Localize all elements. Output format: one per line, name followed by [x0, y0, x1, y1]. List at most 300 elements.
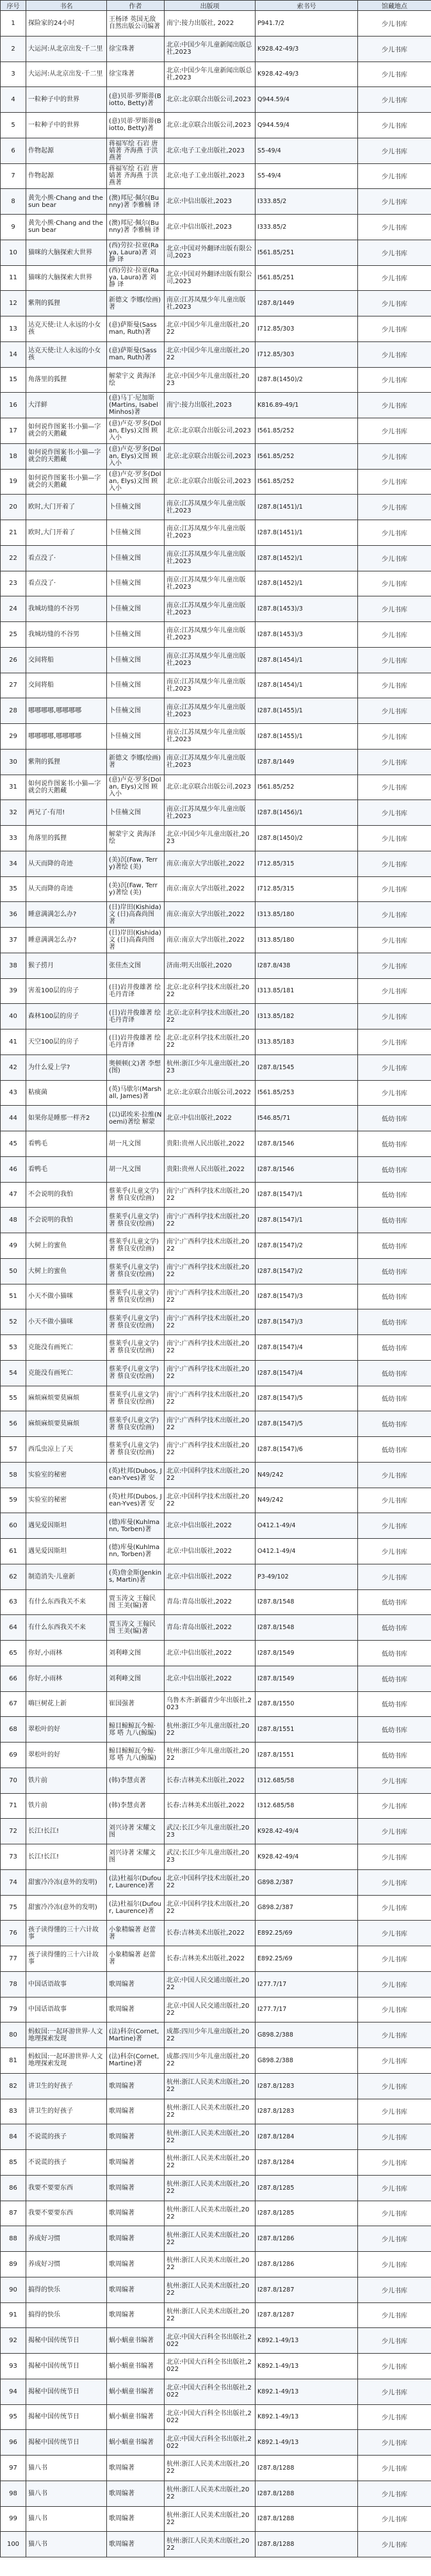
row-number: 22 [1, 545, 26, 571]
shelf-location: 少儿书库 [358, 87, 431, 113]
book-publisher: 北京:中国少年儿童出版社,2023 [165, 826, 256, 851]
call-number: I561.85/252 [256, 443, 358, 469]
table-row [1, 469, 431, 495]
row-number: 32 [1, 800, 26, 826]
call-number: I561.85/251 [256, 265, 358, 291]
call-number: I287.8(1455)/1 [256, 724, 358, 750]
shelf-location: 少儿书库 [358, 265, 431, 291]
book-title: 为什么爱上学? [26, 1054, 107, 1080]
table-row [1, 1360, 431, 1386]
row-number: 29 [1, 724, 26, 750]
book-publisher: 北京:中信出版社,2022 [165, 1106, 256, 1131]
book-title: 角落里的狐狸 [26, 826, 107, 851]
shelf-location: 少儿书库 [358, 1539, 431, 1564]
row-number: 62 [1, 1564, 26, 1589]
book-title: 欧时,大门开着了 [26, 520, 107, 546]
book-author: (日)岸田(Kishida)文 (日)高森尚图 著 [107, 928, 165, 953]
shelf-location: 低幼书库 [358, 1335, 431, 1361]
table-row [1, 367, 431, 393]
book-publisher: 北京:中信出版社,2022 [165, 1564, 256, 1589]
call-number: I313.85/182 [256, 1004, 358, 1030]
book-author: (韩)李慧贞著 [107, 1793, 165, 1819]
book-publisher: 南宁:广西科学技术出版社,2022 [165, 1437, 256, 1463]
shelf-location: 低幼书库 [358, 1691, 431, 1717]
book-publisher: 北京:中国科学技术出版社,2022 [165, 1869, 256, 1895]
call-number: E892.25/69 [256, 1921, 358, 1946]
row-number: 11 [1, 265, 26, 291]
book-publisher: 杭州:浙江人民美术出版社,2022 [165, 2277, 256, 2302]
row-number: 16 [1, 393, 26, 418]
shelf-location: 少儿书库 [358, 1768, 431, 1793]
shelf-location: 低幼书库 [358, 1131, 431, 1157]
book-author: 贾玉涛文 王翰民图 王美(编)著 [107, 1589, 165, 1615]
call-number: I287.8(1547)/1 [256, 1208, 358, 1233]
table-row [1, 1156, 431, 1182]
book-author: 蔡莱乎(儿童文学)著 蔡良安(绘画) [107, 1258, 165, 1284]
row-number: 90 [1, 2277, 26, 2302]
book-author: 卜佳楠文图 [107, 698, 165, 724]
book-author: (意)萨斯曼(Sassman, Ruth)著 [107, 316, 165, 342]
table-row [1, 2456, 431, 2481]
table-row [1, 1462, 431, 1488]
book-title: 克能没有画死亡 [26, 1335, 107, 1361]
table-row [1, 2124, 431, 2150]
shelf-location: 少儿书库 [358, 2430, 431, 2456]
book-publisher: 杭州:浙江人民美术出版社,2022 [165, 2532, 256, 2557]
book-title: 麻烦麻烦要莫麻烦 [26, 1386, 107, 1411]
table-row [1, 2404, 431, 2430]
book-author: 小象精编著 赵蕾著 [107, 1921, 165, 1946]
book-publisher: 武汉:长江少年儿童出版社,2023 [165, 1819, 256, 1844]
book-publisher: 北京:中国少年儿童出版社,2022 [165, 341, 256, 367]
call-number: G898.2/387 [256, 1895, 358, 1921]
shelf-location: 少儿书库 [358, 749, 431, 775]
book-title: 哪哪哪哪,哪哪哪哪 [26, 698, 107, 724]
table-row [1, 775, 431, 800]
book-author: 张佳杰文图 [107, 953, 165, 978]
call-number: I287.8(1452)/1 [256, 545, 358, 571]
table-row [1, 1208, 431, 1233]
row-number: 41 [1, 1030, 26, 1055]
shelf-location: 少儿书库 [358, 2048, 431, 2074]
row-number: 98 [1, 2481, 26, 2506]
call-number: I287.8(1456)/1 [256, 800, 358, 826]
book-title: 不会说明的我怕 [26, 1182, 107, 1208]
book-title: 猫八书 [26, 2532, 107, 2557]
table-row [1, 1080, 431, 1106]
book-publisher: 杭州:浙江人民美术出版社,2022 [165, 2506, 256, 2532]
book-title: 甜蜜冷冷冻(意外的发明) [26, 1869, 107, 1895]
book-publisher: 南京:江苏凤凰少年儿童出版社,2023 [165, 800, 256, 826]
shelf-location: 低幼书库 [358, 1615, 431, 1641]
call-number: I561.85/251 [256, 240, 358, 265]
table-row [1, 1717, 431, 1743]
book-author: (意)卢克·罗多(Dolan, Elys)文图 顾入小 [107, 775, 165, 800]
book-author: 徐宝珠著 [107, 62, 165, 87]
shelf-location: 低幼书库 [358, 1182, 431, 1208]
call-number: I313.85/180 [256, 928, 358, 953]
book-publisher: 杭州:浙江人民美术出版社,2022 [165, 2252, 256, 2277]
call-number: K892.1-49/13 [256, 2379, 358, 2404]
call-number: I287.8/1546 [256, 1156, 358, 1182]
shelf-location: 低幼书库 [358, 1666, 431, 1691]
call-number: I287.8/1545 [256, 1054, 358, 1080]
row-number: 83 [1, 2099, 26, 2124]
book-title: 猫咪的大脑探索大世界 [26, 265, 107, 291]
call-number: I287.8(1547)/2 [256, 1233, 358, 1259]
row-number: 87 [1, 2201, 26, 2226]
shelf-location: 少儿书库 [358, 673, 431, 698]
shelf-location: 少儿书库 [358, 698, 431, 724]
book-publisher: 杭州:浙江人民美术出版社,2022 [165, 2073, 256, 2099]
book-title: 看点没了· [26, 545, 107, 571]
book-publisher: 南京:江苏凤凰少年儿童出版社,2023 [165, 520, 256, 546]
table-row [1, 545, 431, 571]
book-publisher: 长春:吉林美术出版社,2022 [165, 1793, 256, 1819]
call-number: I333.85/2 [256, 215, 358, 240]
table-row [1, 1997, 431, 2022]
row-number: 31 [1, 775, 26, 800]
table-row [1, 87, 431, 113]
table-row [1, 928, 431, 953]
book-title: 两兄了·有用! [26, 800, 107, 826]
book-title: 小天不做小猫咪 [26, 1284, 107, 1309]
book-publisher: 北京:中国少年儿童出版社,2023 [165, 367, 256, 393]
table-row [1, 240, 431, 265]
call-number: I287.8/1551 [256, 1717, 358, 1743]
book-author: 奥顿顿(文)著 李想(图) [107, 1054, 165, 1080]
book-author: 刘利峰文图 [107, 1666, 165, 1691]
row-number: 92 [1, 2328, 26, 2354]
book-author: 歌周编著 [107, 2481, 165, 2506]
book-title: 紫荆的狐狸 [26, 291, 107, 316]
book-publisher: 北京:北京科学技术出版社,2022 [165, 978, 256, 1004]
book-title: 蚂蚁国:一起环游世界·人文地理探索发现 [26, 2022, 107, 2048]
book-author: 新德文 李娜(绘画)著 [107, 291, 165, 316]
table-row [1, 1131, 431, 1157]
call-number: S5-49/4 [256, 138, 358, 163]
header-publisher: 出版项 [165, 1, 256, 11]
call-number: Q944.59/4 [256, 87, 358, 113]
call-number: I712.85/303 [256, 316, 358, 342]
shelf-location: 低幼书库 [358, 1258, 431, 1284]
book-publisher: 北京:北京联合出版公司,2023 [165, 443, 256, 469]
table-row [1, 2099, 431, 2124]
row-number: 27 [1, 673, 26, 698]
shelf-location: 少儿书库 [358, 2201, 431, 2226]
book-publisher: 北京:电子工业出版社,2023 [165, 163, 256, 189]
book-author: 刘兴诗著 宋耀文图 [107, 1819, 165, 1844]
shelf-location: 低幼书库 [358, 1309, 431, 1335]
shelf-location: 少儿书库 [358, 11, 431, 37]
book-author: 蔡莱乎(儿童文学)著 蔡良安(绘画) [107, 1208, 165, 1233]
row-number: 17 [1, 418, 26, 444]
book-author: 歌周编著 [107, 2456, 165, 2481]
table-row [1, 1513, 431, 1539]
row-number: 75 [1, 1895, 26, 1921]
book-author: 歌周编著 [107, 2506, 165, 2532]
call-number: I287.8/1285 [256, 2175, 358, 2201]
book-publisher: 北京:中国少年儿童出版社,2022 [165, 316, 256, 342]
book-publisher: 杭州:浙江人民美术出版社,2022 [165, 2302, 256, 2328]
book-publisher: 杭州:浙江人民美术出版社,2022 [165, 2201, 256, 2226]
book-publisher: 南宁:广西科学技术出版社,2022 [165, 1335, 256, 1361]
book-author: (法)杜福尔(Dufour, Laurence)著 [107, 1895, 165, 1921]
shelf-location: 低幼书库 [358, 1411, 431, 1437]
row-number: 44 [1, 1106, 26, 1131]
table-row [1, 596, 431, 622]
book-title: 翠松叶的好 [26, 1717, 107, 1743]
call-number: K892.1-49/13 [256, 2354, 358, 2379]
book-title: 从天而降的奇迹 [26, 876, 107, 902]
book-title: 麻烦麻烦要莫麻烦 [26, 1411, 107, 1437]
book-title: 不说谎的孩子 [26, 2124, 107, 2150]
book-author: 卜佳楠文图 [107, 495, 165, 520]
call-number: I287.8(1454)/1 [256, 647, 358, 673]
book-author: 鲸目鲸鲸瓦今鲸·郑 嗒 九八(鲸编) [107, 1743, 165, 1768]
call-number: I287.8/1546 [256, 1131, 358, 1157]
row-number: 80 [1, 2022, 26, 2048]
shelf-location: 少儿书库 [358, 1869, 431, 1895]
book-author: (法)科奈(Cornet, Martine)著 [107, 2048, 165, 2074]
book-author: (法)科奈(Cornet, Martine)著 [107, 2022, 165, 2048]
table-row [1, 1869, 431, 1895]
shelf-location: 少儿书库 [358, 2099, 431, 2124]
table-row [1, 749, 431, 775]
book-title: 有什么东西我关不来 [26, 1615, 107, 1641]
table-row [1, 215, 431, 240]
row-number: 89 [1, 2252, 26, 2277]
call-number: I287.8/1549 [256, 1641, 358, 1666]
shelf-location: 少儿书库 [358, 1895, 431, 1921]
shelf-location: 少儿书库 [358, 1004, 431, 1030]
book-title: 一粒种子中的世界 [26, 113, 107, 138]
shelf-location: 少儿书库 [358, 2379, 431, 2404]
table-row [1, 1488, 431, 1513]
shelf-location: 少儿书库 [358, 418, 431, 444]
row-number: 59 [1, 1488, 26, 1513]
shelf-location: 少儿书库 [358, 2481, 431, 2506]
book-title: 黄先小熊·Chang and the sun bear [26, 189, 107, 215]
book-author: (日)岩井俊雄著 绘 毛丹青译 [107, 1004, 165, 1030]
row-number: 78 [1, 1971, 26, 1997]
book-title: 如果你是睡那一样齐2 [26, 1106, 107, 1131]
header-author: 作者 [107, 1, 165, 11]
call-number: I287.8(1547)/2 [256, 1258, 358, 1284]
book-title: 大树上的蜜鱼 [26, 1233, 107, 1259]
book-publisher: 杭州:浙江少年儿童出版社,2023 [165, 1054, 256, 1080]
call-number: I287.8/1551 [256, 1743, 358, 1768]
book-publisher: 南京:江苏凤凰少年儿童出版社,2023 [165, 749, 256, 775]
book-title: 达克天使:让人永远的小女孩 [26, 341, 107, 367]
table-row [1, 113, 431, 138]
shelf-location: 低幼书库 [358, 1386, 431, 1411]
shelf-location: 少儿书库 [358, 724, 431, 750]
call-number: I287.8/1449 [256, 291, 358, 316]
row-number: 74 [1, 1869, 26, 1895]
book-author: 胡一凡文图 [107, 1156, 165, 1182]
book-author: 解蒙宇文 黄海泽绘 [107, 826, 165, 851]
book-author: 蔡莱乎(儿童文学)著 蔡良安(绘画) [107, 1437, 165, 1463]
book-title: 角落里的狐狸 [26, 367, 107, 393]
call-number: I287.8/1549 [256, 1666, 358, 1691]
shelf-location: 少儿书库 [358, 2124, 431, 2150]
book-author: (意)贝蒂·罗斯蒂(Biotto, Betty)著 [107, 113, 165, 138]
row-number: 66 [1, 1666, 26, 1691]
shelf-location: 少儿书库 [358, 316, 431, 342]
row-number: 70 [1, 1768, 26, 1793]
book-author: 贾玉涛文 王翰民图 王美(编)著 [107, 1615, 165, 1641]
shelf-location: 少儿书库 [358, 2456, 431, 2481]
book-title: 粘痰菌 [26, 1080, 107, 1106]
row-number: 84 [1, 2124, 26, 2150]
row-number: 3 [1, 62, 26, 87]
table-row [1, 2532, 431, 2557]
call-number: I287.8/1288 [256, 2532, 358, 2557]
book-title: 嗨巨树花上新 [26, 1691, 107, 1717]
row-number: 77 [1, 1946, 26, 1972]
row-number: 2 [1, 36, 26, 62]
shelf-location: 低幼书库 [358, 1106, 431, 1131]
book-author: 卜佳楠文图 [107, 800, 165, 826]
table-row [1, 953, 431, 978]
book-author: (意)萨斯曼(Sassman, Ruth)著 [107, 341, 165, 367]
call-number: G898.2/388 [256, 2022, 358, 2048]
table-row [1, 1946, 431, 1972]
shelf-location: 少儿书库 [358, 2354, 431, 2379]
table-row [1, 1309, 431, 1335]
book-publisher: 南京:江苏凤凰少年儿童出版社,2023 [165, 724, 256, 750]
row-number: 58 [1, 1462, 26, 1488]
shelf-location: 少儿书库 [358, 138, 431, 163]
call-number: I312.685/58 [256, 1793, 358, 1819]
book-publisher: 北京:中信出版社,2023 [165, 215, 256, 240]
book-title: 猫八书 [26, 2456, 107, 2481]
shelf-location: 少儿书库 [358, 189, 431, 215]
book-author: 崔国强著 [107, 1691, 165, 1717]
call-number: I287.8(1547)/4 [256, 1335, 358, 1361]
book-author: 歌周编著 [107, 2532, 165, 2557]
book-title: 长江!长江! [26, 1819, 107, 1844]
row-number: 13 [1, 316, 26, 342]
call-number: G898.2/387 [256, 1869, 358, 1895]
row-number: 18 [1, 443, 26, 469]
table-row [1, 1233, 431, 1259]
row-number: 86 [1, 2175, 26, 2201]
shelf-location: 少儿书库 [358, 2252, 431, 2277]
shelf-location: 低幼书库 [358, 1360, 431, 1386]
row-number: 46 [1, 1156, 26, 1182]
book-author: 歌周编著 [107, 2175, 165, 2201]
call-number: I287.8(1547)/1 [256, 1182, 358, 1208]
shelf-location: 低幼书库 [358, 1284, 431, 1309]
book-title: 探险家的24小时 [26, 11, 107, 37]
shelf-location: 少儿书库 [358, 215, 431, 240]
book-title: 交间将船 [26, 673, 107, 698]
call-number: P941.7/2 [256, 11, 358, 37]
book-title: 我城坊缝的不谷男 [26, 596, 107, 622]
book-author: 蔡莱乎(儿童文学)著 蔡良安(绘画) [107, 1182, 165, 1208]
call-number: K892.1-49/13 [256, 2404, 358, 2430]
book-title: 我要不要要东西 [26, 2201, 107, 2226]
table-row [1, 1921, 431, 1946]
shelf-location: 少儿书库 [358, 978, 431, 1004]
row-number: 68 [1, 1717, 26, 1743]
book-publisher: 杭州:浙江人民美术出版社,2022 [165, 2481, 256, 2506]
table-row [1, 1335, 431, 1361]
book-author: 歌周编著 [107, 2073, 165, 2099]
book-title: 大树上的蜜鱼 [26, 1258, 107, 1284]
book-title: 达克天使:让人永远的小女孩 [26, 316, 107, 342]
call-number: I287.8/1548 [256, 1615, 358, 1641]
call-number: K928.42-49/3 [256, 36, 358, 62]
row-number: 8 [1, 189, 26, 215]
book-publisher: 南宁:接力出版社, 2022 [165, 11, 256, 37]
shelf-location: 少儿书库 [358, 520, 431, 546]
call-number: I287.8/1284 [256, 2124, 358, 2150]
book-author: (意)卢克·罗多(Dolan, Elys)文图 顾入小 [107, 418, 165, 444]
shelf-location: 少儿书库 [358, 1997, 431, 2022]
shelf-location: 少儿书库 [358, 367, 431, 393]
call-number: I312.685/58 [256, 1768, 358, 1793]
row-number: 42 [1, 1054, 26, 1080]
call-number: I287.8/438 [256, 953, 358, 978]
table-row [1, 1106, 431, 1131]
book-author: 卜佳楠文图 [107, 647, 165, 673]
row-number: 30 [1, 749, 26, 775]
book-publisher: 南京:江苏凤凰少年儿童出版社,2023 [165, 545, 256, 571]
row-number: 54 [1, 1360, 26, 1386]
shelf-location: 少儿书库 [358, 163, 431, 189]
call-number: I287.8/1548 [256, 1589, 358, 1615]
book-title: 如何说作图案书:小猫—字就会的天鹅藏 [26, 775, 107, 800]
call-number: I287.8(1453)/3 [256, 622, 358, 648]
call-number: I287.8(1450)/2 [256, 826, 358, 851]
book-title: 如何说作图案书:小猫—字就会的天鹅藏 [26, 469, 107, 495]
book-title: 揭秘中国传统节日 [26, 2354, 107, 2379]
shelf-location: 少儿书库 [358, 1488, 431, 1513]
table-row [1, 443, 431, 469]
shelf-location: 少儿书库 [358, 2302, 431, 2328]
shelf-location: 少儿书库 [358, 1971, 431, 1997]
table-row [1, 800, 431, 826]
row-number: 20 [1, 495, 26, 520]
table-row [1, 1539, 431, 1564]
book-title: 孩子读得懂的三十六计故事 [26, 1921, 107, 1946]
book-publisher: 南宁:广西科学技术出版社,2022 [165, 1386, 256, 1411]
row-number: 21 [1, 520, 26, 546]
table-row [1, 1054, 431, 1080]
book-title: 我要不要要东西 [26, 2175, 107, 2201]
row-number: 91 [1, 2302, 26, 2328]
call-number: G898.2/388 [256, 2048, 358, 2074]
table-row [1, 138, 431, 163]
table-row [1, 1971, 431, 1997]
book-author: 胡一凡文图 [107, 1131, 165, 1157]
book-author: 歌周编著 [107, 2252, 165, 2277]
table-row [1, 1844, 431, 1870]
book-author: 卜佳楠文图 [107, 571, 165, 596]
table-row [1, 2481, 431, 2506]
row-number: 48 [1, 1208, 26, 1233]
call-number: I287.8(1547)/3 [256, 1284, 358, 1309]
row-number: 82 [1, 2073, 26, 2099]
book-title: 铁片前 [26, 1793, 107, 1819]
shelf-location: 少儿书库 [358, 495, 431, 520]
book-author: 解蒙宇文 黄海泽绘 [107, 367, 165, 393]
table-row [1, 520, 431, 546]
book-author: (西)劳拉·拉亚(Raya, Laura)著 刘静 译 [107, 240, 165, 265]
